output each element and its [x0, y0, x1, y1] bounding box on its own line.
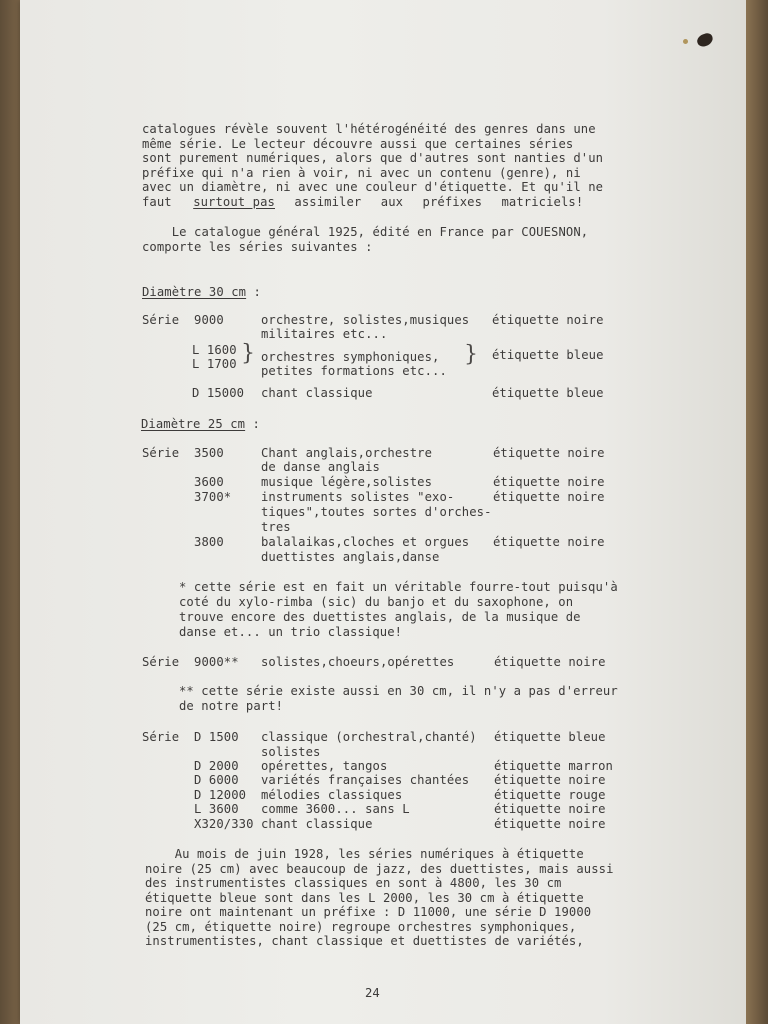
- final-line-4: étiquette bleue sont dans les L 2000, les 30 cm à étiquette: [145, 891, 584, 905]
- s25-row-2-label: étiquette noire: [493, 475, 605, 489]
- s30-row-2-label: étiquette bleue: [492, 348, 604, 362]
- sD-row-1-desc-2: solistes: [261, 745, 321, 759]
- ink-speck: [683, 39, 688, 44]
- intro-line-3: sont purement numériques, alors que d'autres sont nanties d'un: [142, 151, 604, 165]
- s30-row-1-desc-2: militaires etc...: [261, 327, 388, 341]
- intro-line-2: même série. Le lecteur découvre aussi que certaines séries: [142, 137, 574, 151]
- note1-line-3: trouve encore des duettistes anglais, de la musique de: [179, 610, 581, 624]
- s25-row-3-desc-3: tres: [261, 520, 291, 534]
- background-right: [746, 0, 768, 1024]
- sD-row-2-series: D 2000: [142, 759, 239, 773]
- sD-row-6-series: X320/330: [142, 817, 254, 831]
- s25-row-1-series: Série 3500: [142, 446, 224, 460]
- sD-row-4-series: D 12000: [142, 788, 247, 802]
- s9000-series: Série 9000**: [142, 655, 239, 669]
- heading-30cm-text: Diamètre 30 cm: [142, 285, 247, 299]
- s25-row-4-series: 3800: [142, 535, 224, 549]
- s30-row-2-series-b: L 1700: [140, 357, 237, 371]
- intro-line-6: [142, 195, 583, 210]
- s30-row-3-label: étiquette bleue: [492, 386, 604, 400]
- intro-after: assimiler aux préfixes matriciels!: [275, 195, 584, 209]
- s30-row-1-desc-1: orchestre, solistes,musiques: [261, 313, 470, 327]
- s30-row-1-label: étiquette noire: [492, 313, 604, 327]
- s30-row-2-desc-1: orchestres symphoniques,: [261, 350, 440, 364]
- note2-line-2: de notre part!: [179, 699, 284, 713]
- sD-row-6-label: étiquette noire: [494, 817, 606, 831]
- para2-line-2: comporte les séries suivantes :: [142, 240, 373, 254]
- final-line-5: noire ont maintenant un préfixe : D 11000, une série D 19000: [145, 905, 592, 919]
- heading-25cm-text: Diamètre 25 cm: [141, 417, 246, 431]
- final-line-2: noire (25 cm) avec beaucoup de jazz, des duettistes, mais aussi: [145, 862, 614, 876]
- note1-line-2: coté du xylo-rimba (sic) du banjo et du saxophone, on: [179, 595, 574, 609]
- intro-line-5: avec un diamètre, ni avec une couleur d'étiquette. Et qu'il ne: [142, 180, 604, 194]
- s30-row-1-series: Série 9000: [142, 313, 224, 327]
- s25-row-4-desc-1: balalaikas,cloches et orgues: [261, 535, 470, 549]
- s25-row-1-desc-1: Chant anglais,orchestre: [261, 446, 433, 460]
- heading-25cm: [141, 417, 260, 432]
- intro-line-4: préfixe qui n'a rien à voir, ni avec un contenu (genre), ni: [142, 166, 581, 180]
- brace-right: }: [464, 342, 478, 367]
- s30-row-2-desc-2: petites formations etc...: [261, 364, 447, 378]
- para2-line-1: Le catalogue général 1925, édité en France par COUESNON,: [142, 225, 589, 239]
- final-line-3: des instrumentistes classiques en sont à 4800, les 30 cm: [145, 876, 562, 890]
- intro-line-1: catalogues révèle souvent l'hétérogénéité des genres dans une: [142, 122, 596, 136]
- s25-row-1-label: étiquette noire: [493, 446, 605, 460]
- s25-row-3-label: étiquette noire: [493, 490, 605, 504]
- sD-row-2-desc: opérettes, tangos: [261, 759, 388, 773]
- brace-left: }: [241, 341, 255, 366]
- s25-row-3-desc-1: instruments solistes "exo-: [261, 490, 455, 504]
- background-left: [0, 0, 20, 1024]
- sD-row-3-desc: variétés françaises chantées: [261, 773, 470, 787]
- sD-row-1-label: étiquette bleue: [494, 730, 606, 744]
- intro-emphasis: surtout pas: [193, 195, 275, 209]
- sD-row-3-series: D 6000: [142, 773, 239, 787]
- s30-row-2-series-a: L 1600: [140, 343, 237, 357]
- s25-row-3-series: 3700*: [142, 490, 232, 504]
- intro-before: faut: [142, 195, 180, 209]
- s25-row-2-series: 3600: [142, 475, 224, 489]
- s25-row-4-label: étiquette noire: [493, 535, 605, 549]
- heading-25cm-colon: :: [245, 417, 260, 431]
- page-number: 24: [365, 986, 380, 1000]
- note1-line-1: * cette série est en fait un véritable fourre-tout puisqu'à: [179, 580, 618, 594]
- final-line-6: (25 cm, étiquette noire) regroupe orchestres symphoniques,: [145, 920, 577, 934]
- s9000-label: étiquette noire: [494, 655, 606, 669]
- s25-row-3-desc-2: tiques",toutes sortes d'orches-: [261, 505, 492, 519]
- s25-row-2-desc: musique légère,solistes: [261, 475, 433, 489]
- sD-row-5-desc: comme 3600... sans L: [261, 802, 410, 816]
- sD-row-4-desc: mélodies classiques: [261, 788, 403, 802]
- s30-row-3-desc: chant classique: [261, 386, 373, 400]
- sD-row-6-desc: chant classique: [261, 817, 373, 831]
- sD-row-1-desc-1: classique (orchestral,chanté): [261, 730, 477, 744]
- final-line-7: instrumentistes, chant classique et duettistes de variétés,: [145, 934, 584, 948]
- s30-row-3-series: D 15000: [140, 386, 245, 400]
- final-line-1: Au mois de juin 1928, les séries numériques à étiquette: [145, 847, 584, 861]
- sD-row-2-label: étiquette marron: [494, 759, 613, 773]
- sD-row-1-series: Série D 1500: [142, 730, 239, 744]
- s25-row-1-desc-2: de danse anglais: [261, 460, 380, 474]
- sD-row-4-label: étiquette rouge: [494, 788, 606, 802]
- sD-row-3-label: étiquette noire: [494, 773, 606, 787]
- note2-line-1: ** cette série existe aussi en 30 cm, il n'y a pas d'erreur: [179, 684, 618, 698]
- heading-30cm: [142, 285, 261, 300]
- s25-row-4-desc-2: duettistes anglais,danse: [261, 550, 440, 564]
- heading-30cm-colon: :: [246, 285, 261, 299]
- sD-row-5-series: L 3600: [142, 802, 239, 816]
- s9000-desc: solistes,choeurs,opérettes: [261, 655, 455, 669]
- sD-row-5-label: étiquette noire: [494, 802, 606, 816]
- note1-line-4: danse et... un trio classique!: [179, 625, 403, 639]
